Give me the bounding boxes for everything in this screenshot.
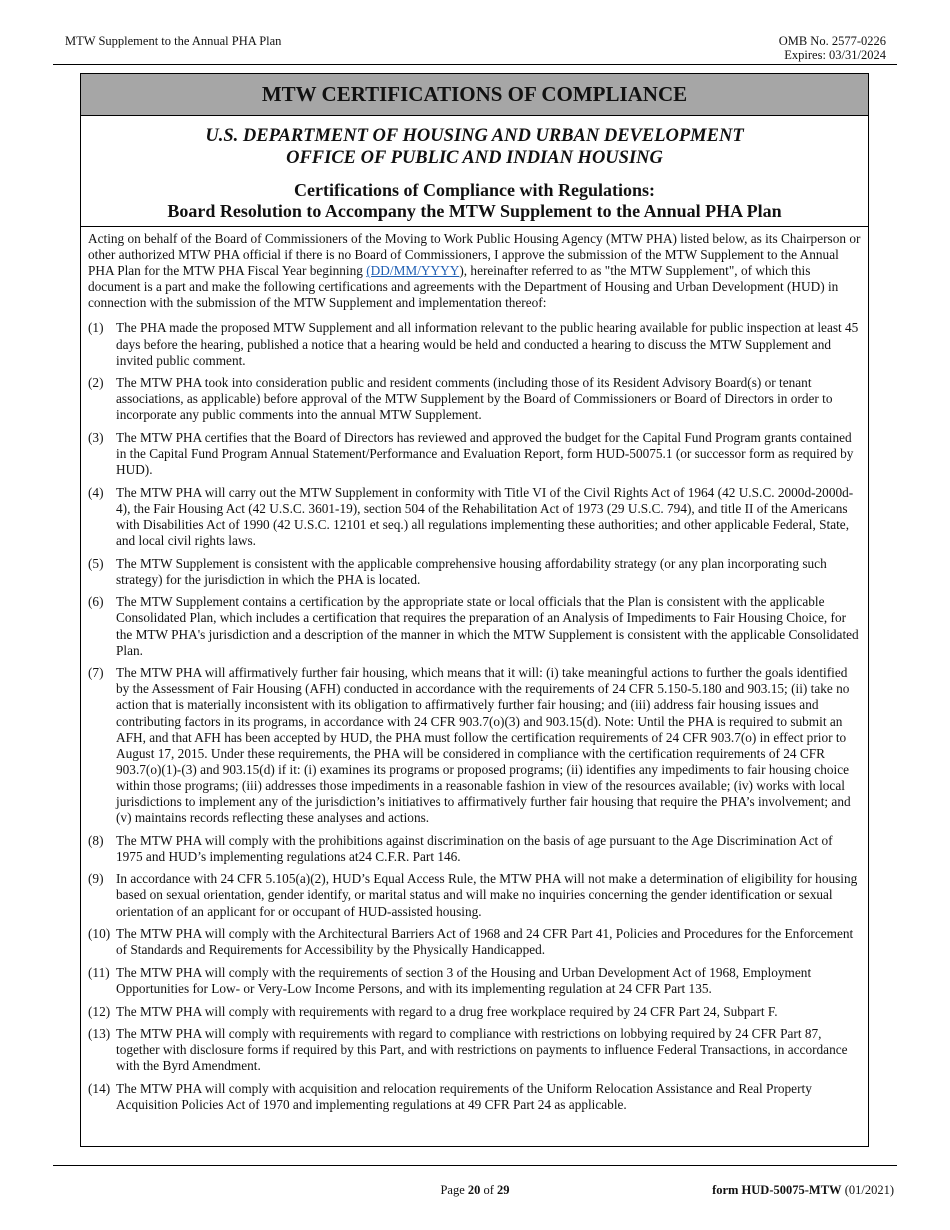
item-number: (6) — [88, 594, 104, 610]
header-divider — [53, 64, 897, 65]
page-title: MTW CERTIFICATIONS OF COMPLIANCE — [81, 74, 868, 116]
item-number: (1) — [88, 320, 104, 336]
item-number: (10) — [88, 926, 111, 942]
item-text: In accordance with 24 CFR 5.105(a)(2), HUD’s Equal Access Rule, the MTW PHA will not make a determination of eligibility for housing based on sexual orientation, gender identify, or marital status and will make no inquiries concerning the gender identification or sexual orientation of an applicant for or occupant of HUD-assisted housing. — [116, 871, 858, 919]
form-date: (01/2021) — [841, 1183, 894, 1197]
form-identifier — [712, 1183, 894, 1198]
certification-item — [88, 871, 861, 919]
intro-paragraph — [88, 231, 861, 311]
page-current: 20 — [467, 1183, 481, 1197]
certification-list — [88, 320, 861, 1113]
item-number: (12) — [88, 1003, 111, 1019]
expiration-date: Expires: 03/31/2024 — [784, 48, 886, 62]
item-number: (5) — [88, 555, 104, 571]
item-text: The MTW PHA will carry out the MTW Supplement in conformity with Title VI of the Civil Rights Act of 1964 (42 U.S.C. 2000d-2000d-4), the Fair Housing Act (42 U.S.C. 3601-19), section 504 of the Rehabilitation Act of 1973 (29 U.S.C. 794), and title II of the Americans with Disabilities Act of 1990 (42 U.S.C. 12101 et seq.) all regulations implementing these authorities; and other applicable Federal, State, and local civil rights laws. — [116, 484, 854, 549]
item-number: (8) — [88, 832, 104, 848]
item-number: (2) — [88, 375, 104, 391]
item-text: The MTW PHA will comply with the prohibitions against discrimination on the basis of age pursuant to the Age Discrimination Act of 1975 and HUD’s implementing regulations at24 C.F.R. Part 146. — [116, 832, 833, 864]
fiscal-year-date-field[interactable]: (DD/MM/YYYY — [366, 263, 460, 279]
intro-text-before: Acting on behalf of the Board of Commissioners of the Moving to Work Public Housing Agency (MTW PHA) listed below, as its Chairperson or other authorized MTW PHA official if there is no Board of Commissioners, I approve the submission of the MTW Supplement to the Annual PHA Plan for the MTW PHA Fiscal Year beginning — [88, 231, 861, 279]
certification-body — [81, 227, 868, 1113]
certification-heading-line-1: Certifications of Compliance with Regulations: — [294, 180, 655, 200]
certification-item — [88, 320, 861, 368]
footer-divider — [53, 1165, 897, 1166]
item-number: (9) — [88, 871, 104, 887]
certification-item — [88, 926, 861, 958]
item-text: The MTW PHA will comply with acquisition and relocation requirements of the Uniform Relocation Assistance and Real Property Acquisition Policies Act of 1970 and implementing regulations at 49 CFR Part 24 as applicable. — [116, 1080, 812, 1112]
department-heading — [81, 125, 868, 169]
item-number: (11) — [88, 964, 110, 980]
form-id: form HUD-50075-MTW — [712, 1183, 842, 1197]
certification-item — [88, 965, 861, 997]
certification-item — [88, 1004, 861, 1020]
item-text: The MTW PHA certifies that the Board of Directors has reviewed and approved the budget for the Capital Fund Program grants contained in the Capital Fund Program Annual Statement/Performance and Evaluation Report, form HUD-50075.1 (or successor form as required by HUD). — [116, 430, 854, 478]
intro-text-after: ), hereinafter referred to as "the MTW Supplement", of which this document is a part and make the following certifications and agreements with the Department of Housing and Urban Development (HUD) in connection with the submission of the MTW Supplement and implementation thereof: — [88, 263, 839, 311]
item-number: (4) — [88, 484, 104, 500]
item-number: (14) — [88, 1080, 111, 1096]
certification-heading — [81, 180, 868, 227]
certification-frame — [80, 73, 869, 1147]
certification-item — [88, 1026, 861, 1074]
item-text: The PHA made the proposed MTW Supplement and all information relevant to the public hearing available for public inspection at least 45 days before the hearing, published a notice that a hearing would be held and conducted a hearing to discuss the MTW Supplement and invited public comment. — [116, 320, 859, 368]
item-text: The MTW PHA will comply with the requirements of section 3 of the Housing and Urban Development Act of 1968, Employment Opportunities for Low- or Very-Low Income Persons, and with its implementing regulation at 24 CFR Part 135. — [116, 964, 812, 996]
item-text: The MTW Supplement contains a certification by the appropriate state or local officials that the Plan is consistent with the applicable Consolidated Plan, which includes a certification that requires the preparation of an Analysis of Impediments to Fair Housing Choice, for the MTW PHA's jurisdiction and a description of the manner in which the MTW Supplement is consistent with the applicable Consolidated Plan. — [116, 594, 859, 658]
certification-item — [88, 665, 861, 826]
certification-item — [88, 833, 861, 865]
certification-item — [88, 1081, 861, 1113]
certification-heading-line-2: Board Resolution to Accompany the MTW Supplement to the Annual PHA Plan — [167, 201, 782, 221]
certification-item — [88, 430, 861, 478]
certification-item — [88, 594, 861, 658]
item-number: (7) — [88, 665, 104, 681]
item-text: The MTW PHA took into consideration public and resident comments (including those of its Resident Advisory Board(s) or tenant associations, as applicable) before approval of the MTW Supplement by the Board of Commissioners or Board of Directors in order to incorporate any public comments into the annual MTW Supplement. — [116, 375, 833, 423]
item-text: The MTW PHA will comply with requirements with regard to a drug free workplace required by 24 CFR Part 24, Subpart F. — [116, 1003, 778, 1019]
page-prefix: Page — [440, 1183, 468, 1197]
certification-item — [88, 375, 861, 423]
page-of: of — [480, 1183, 498, 1197]
page-total: 29 — [497, 1183, 510, 1197]
item-number: (3) — [88, 430, 104, 446]
department-line-1: U.S. DEPARTMENT OF HOUSING AND URBAN DEVELOPMENT — [205, 126, 744, 146]
item-text: The MTW PHA will comply with the Architectural Barriers Act of 1968 and 24 CFR Part 41, Policies and Procedures for the Enforcement of Standards and Requirements for Accessibility by the Physically Handicapped. — [116, 926, 854, 958]
page-header-right — [779, 34, 886, 62]
page-header-left: MTW Supplement to the Annual PHA Plan — [65, 34, 282, 48]
certification-item — [88, 556, 861, 588]
department-line-2: OFFICE OF PUBLIC AND INDIAN HOUSING — [286, 148, 663, 168]
item-text: The MTW PHA will affirmatively further fair housing, which means that it will: (i) take meaningful actions to further the goals identified by the Assessment of Fair Housing (AFH) conducted in accordance with the requirements of 24 CFR 5.150-5.180 and 903.15; (ii) take no action that is materially inconsistent with its obligation to affirmatively further fair housing; and (iii) address fair housing issues and contributing factors in its programs, in accordance with 24 CFR 903.7(o)(3) and 903.15(d). Note: Until the PHA is required to submit an AFH, and that AFH has been accepted by HUD, the PHA must follow the certification requirements of 24 CFR 903.7(o) in effect prior to August 17, 2015. Under these requirements, the PHA will be considered in compliance with the certification requirements of 24 CFR 903.7(o)(1)-(3) and 903.15(d) if it: (i) examines its programs or proposed programs; (ii) identifies any impediments to fair housing choice within those programs; (iii) addresses those impediments in a reasonable fashion in view of the resources available; (iv) works with local jurisdictions to implement any of the jurisdiction’s initiatives to affirmatively further fair housing that require the PHA’s involvement; and (v) maintains records reflecting these analyses and actions. — [116, 665, 851, 826]
item-text: The MTW Supplement is consistent with the applicable comprehensive housing affordability strategy (or any plan incorporating such strategy) for the jurisdiction in which the PHA is located. — [116, 555, 827, 587]
certification-item — [88, 485, 861, 549]
omb-number: OMB No. 2577-0226 — [778, 34, 886, 48]
item-number: (13) — [88, 1026, 111, 1042]
item-text: The MTW PHA will comply with requirements with regard to compliance with restrictions on lobbying required by 24 CFR Part 87, together with disclosure forms if required by this Part, and with restrictions on payments to influence Federal Transactions, in accordance with the Byrd Amendment. — [116, 1026, 848, 1074]
